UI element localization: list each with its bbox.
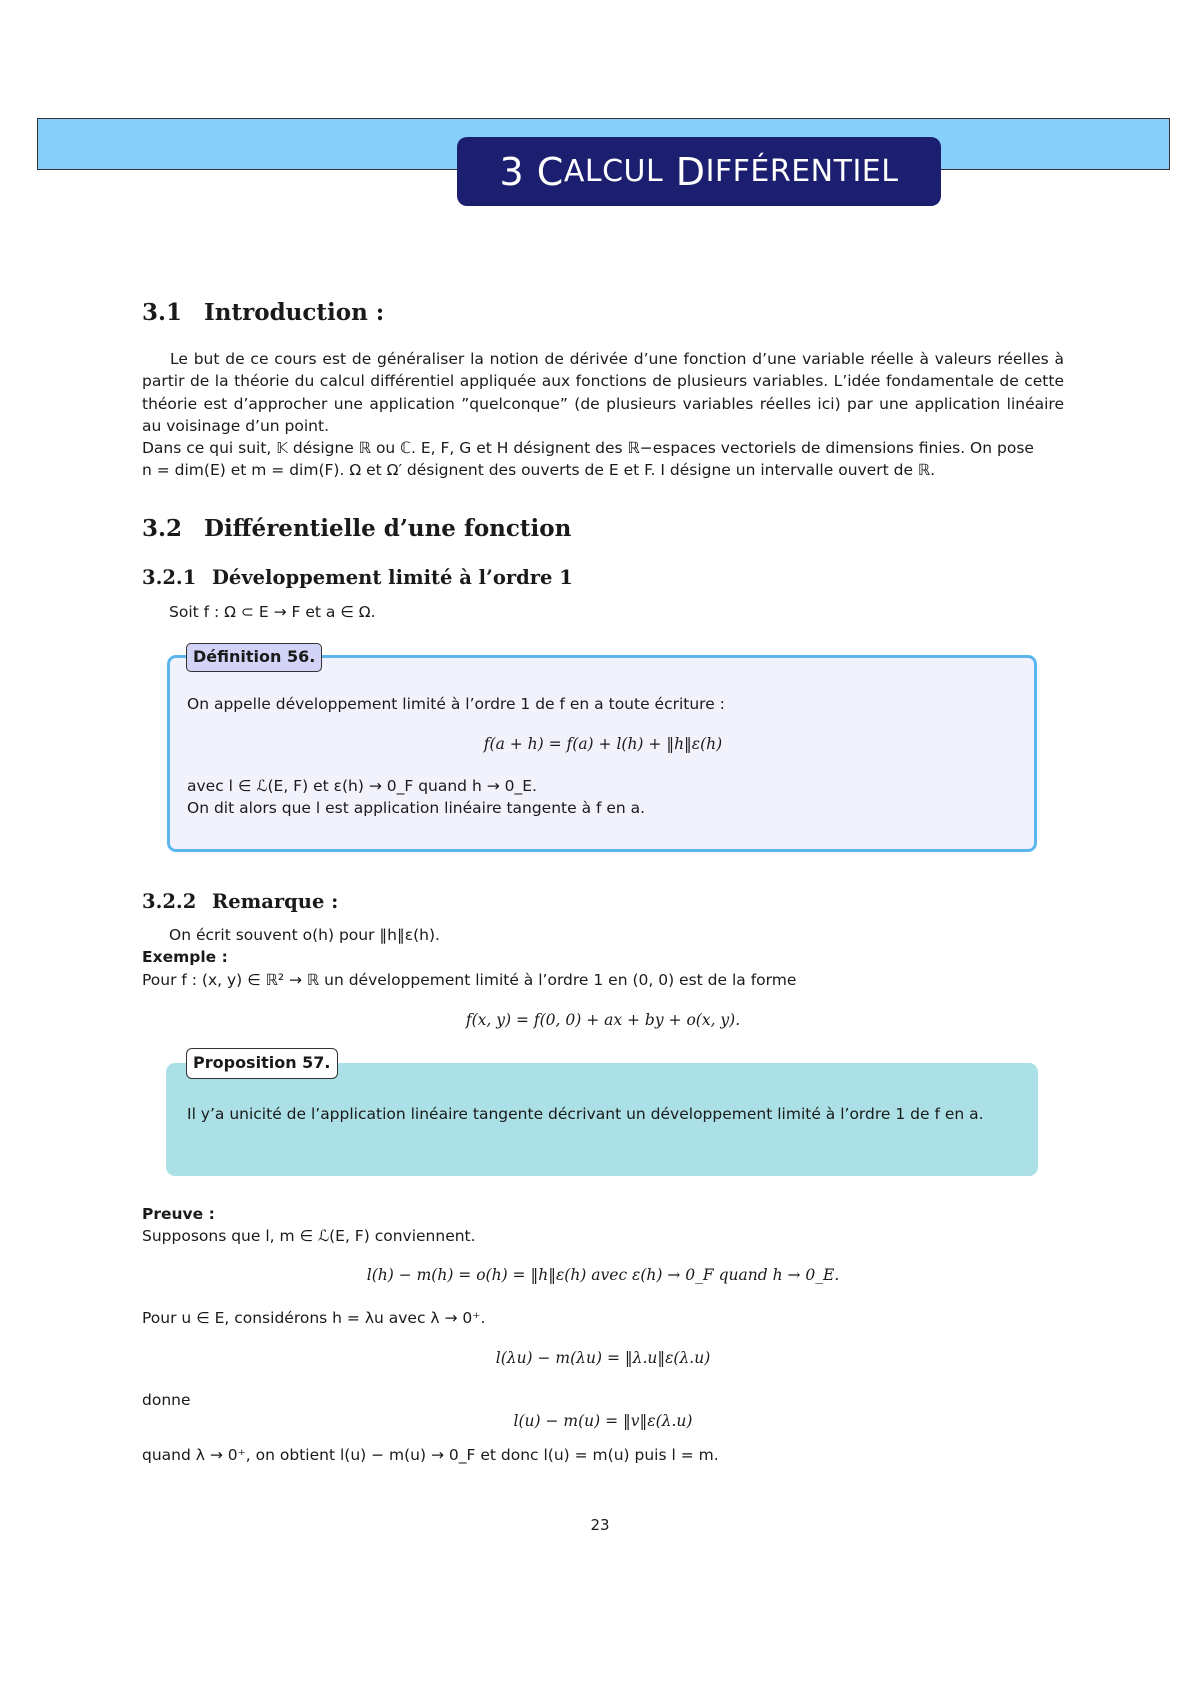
chapter-title: 3 C ALCUL D IFFÉRENTIEL bbox=[457, 137, 941, 206]
subsection-heading-3-2-2: 3.2.2 Remarque : bbox=[142, 890, 339, 913]
definition-line-1: On appelle développement limité à l’ordre 1 de f en a toute écriture : bbox=[187, 695, 725, 713]
definition-tag: Définition 56. bbox=[186, 643, 322, 672]
intro-paragraph: Le but de ce cours est de généraliser la notion de dérivée d’une fonction d’une variable réelle à valeurs réelles à partir de la théorie du calcul différentiel appliquée aux fonctions de plusieurs variables. L’idée fondamentale de cette théorie est d’approcher une application ”quelconque” (de plusieurs variables réelles ici) par une application linéaire au voisinage d’un point. bbox=[142, 350, 1064, 435]
definition-box bbox=[167, 655, 1037, 852]
preuve-line-3: donne bbox=[142, 1391, 191, 1409]
preuve-formula-2: l(λu) − m(λu) = ‖λ.u‖ε(λ.u) bbox=[495, 1349, 711, 1367]
preuve-label: Preuve : bbox=[142, 1205, 215, 1223]
preuve-line-2: Pour u ∈ E, considérons h = λu avec λ → 0⁺. bbox=[142, 1309, 486, 1327]
intro-notation-line-2: n = dim(E) et m = dim(F). Ω et Ω′ désignent des ouverts de E et F. I désigne un intervalle ouvert de ℝ. bbox=[142, 461, 936, 479]
soit-line: Soit f : Ω ⊂ E → F et a ∈ Ω. bbox=[169, 603, 376, 621]
preuve-line-1: Supposons que l, m ∈ ℒ(E, F) conviennent. bbox=[142, 1227, 476, 1245]
preuve-formula-1: l(h) − m(h) = o(h) = ‖h‖ε(h) avec ε(h) → 0_F quand h → 0_E. bbox=[366, 1266, 840, 1284]
exemple-formula: f(x, y) = f(0, 0) + ax + by + o(x, y). bbox=[465, 1011, 741, 1029]
remarque-line: On écrit souvent o(h) pour ‖h‖ε(h). bbox=[169, 926, 440, 944]
preuve-formula-3: l(u) − m(u) = ‖v‖ε(λ.u) bbox=[513, 1412, 693, 1430]
proposition-tag: Proposition 57. bbox=[186, 1048, 338, 1079]
section-heading-3-2: 3.2 Différentielle d’une fonction bbox=[142, 515, 572, 542]
definition-formula: f(a + h) = f(a) + l(h) + ‖h‖ε(h) bbox=[483, 735, 723, 753]
chapter-number: 3 bbox=[499, 149, 525, 194]
section-heading-3-1: 3.1 Introduction : bbox=[142, 299, 385, 326]
definition-line-2: avec l ∈ ℒ(E, F) et ε(h) → 0_F quand h → 0_E. bbox=[187, 777, 537, 795]
preuve-line-4: quand λ → 0⁺, on obtient l(u) − m(u) → 0_F et donc l(u) = m(u) puis l = m. bbox=[142, 1446, 719, 1464]
exemple-label: Exemple : bbox=[142, 948, 228, 966]
definition-line-3: On dit alors que l est application linéaire tangente à f en a. bbox=[187, 799, 646, 817]
page-number: 23 bbox=[590, 1516, 610, 1534]
proposition-text: Il y’a unicité de l’application linéaire tangente décrivant un développement limité à l’ordre 1 de f en a. bbox=[187, 1105, 984, 1123]
subsection-heading-3-2-1: 3.2.1 Développement limité à l’ordre 1 bbox=[142, 566, 573, 589]
intro-notation-line-1: Dans ce qui suit, 𝕂 désigne ℝ ou ℂ. E, F, G et H désignent des ℝ−espaces vectoriels de dimensions finies. On pose bbox=[142, 439, 1034, 457]
exemple-line: Pour f : (x, y) ∈ ℝ² → ℝ un développement limité à l’ordre 1 en (0, 0) est de la forme bbox=[142, 971, 797, 989]
